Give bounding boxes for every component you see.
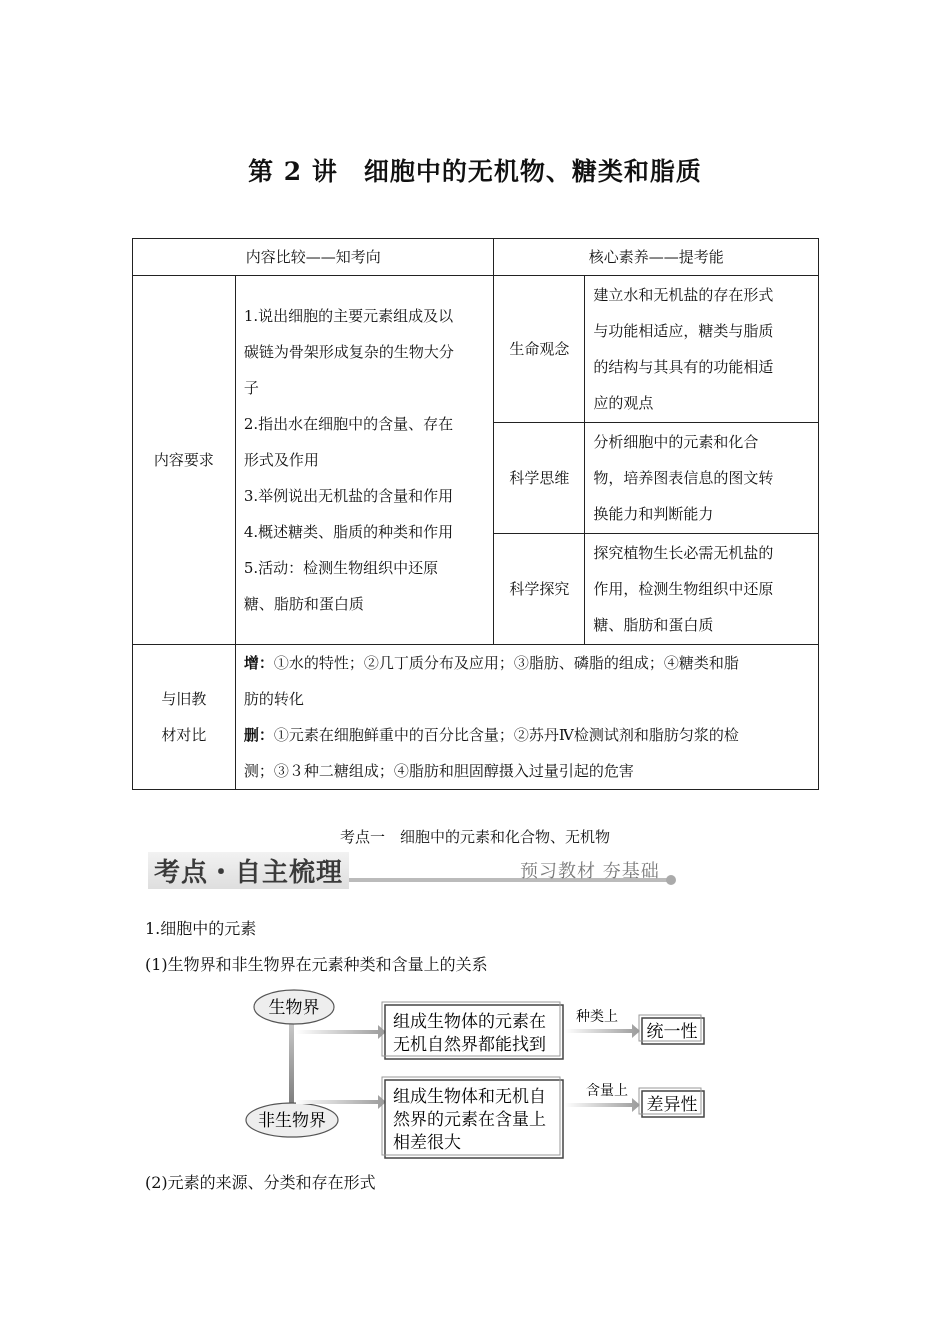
- box-bottom-line-2: 然界的元素在含量上: [393, 1110, 546, 1130]
- row-label-compare-line: 材对比: [161, 726, 207, 744]
- row-label-requirements: 内容要求: [133, 276, 236, 645]
- added-label: 增：: [243, 654, 274, 672]
- deleted-line-cont: 测；③３种二糖组成；④脂肪和胆固醇摄入过量引起的危害: [243, 762, 634, 780]
- box-top-line-1: 组成生物体的元素在: [393, 1012, 546, 1032]
- added-text: ①水的特性；②几丁质分布及应用；③脂肪、磷脂的组成；④糖类和脂: [273, 654, 739, 672]
- competency-line: 探究植物生长必需无机盐的: [593, 544, 774, 562]
- section-banner: [148, 850, 678, 890]
- heading-source-classification: (2)元素的来源、分类和存在形式: [145, 1173, 376, 1192]
- competency-desc-life-concept: [585, 276, 819, 423]
- heading-elements: 1.细胞中的元素: [145, 919, 257, 938]
- requirement-line: 2.指出水在细胞中的含量、存在: [243, 415, 454, 433]
- row-label-compare-line: 与旧教: [161, 690, 207, 708]
- arrow-to-unity: [565, 1024, 640, 1038]
- requirement-line: 1.说出细胞的主要元素组成及以: [243, 307, 454, 325]
- requirement-line: 碳链为骨架形成复杂的生物大分: [243, 343, 454, 361]
- added-line: [244, 645, 810, 681]
- header-content-compare: 内容比较——知考向: [133, 239, 494, 276]
- vertical-connector: [289, 1023, 294, 1111]
- competency-line: 的结构与其具有的功能相适: [593, 358, 774, 376]
- banner-sub-text: 预习教材 夯基础: [520, 861, 660, 882]
- requirements-cell: [235, 276, 494, 645]
- competency-line: 应的观点: [593, 394, 654, 412]
- deleted-text: ①元素在细胞鲜重中的百分比含量；②苏丹Ⅳ检测试剂和脂肪匀浆的检: [273, 726, 739, 744]
- competency-desc-scientific-thinking: [585, 423, 819, 534]
- competency-line: 作用，检测生物组织中还原: [593, 580, 774, 598]
- result-difference-label: 差异性: [646, 1095, 698, 1115]
- result-unity-label: 统一性: [646, 1022, 698, 1042]
- added-line-cont: 肪的转化: [243, 690, 304, 708]
- oval-living-world-label: 生物界: [268, 998, 320, 1018]
- arrow-bottom-label: 含量上: [586, 1083, 628, 1099]
- competency-name-scientific-inquiry: 科学探究: [494, 534, 585, 645]
- competency-line: 分析细胞中的元素和化合: [593, 433, 759, 451]
- competency-desc-scientific-inquiry: [585, 534, 819, 645]
- section-title: 考点一 细胞中的元素和化合物、无机物: [339, 828, 610, 846]
- row-label-compare: [133, 645, 236, 790]
- requirement-line: 子: [243, 379, 259, 397]
- requirement-line: 4.概述糖类、脂质的种类和作用: [243, 523, 454, 541]
- competency-line: 与功能相适应，糖类与脂质: [593, 322, 774, 340]
- deleted-line: [244, 717, 810, 753]
- arrow-top-label: 种类上: [576, 1009, 618, 1025]
- competency-line: 建立水和无机盐的存在形式: [593, 286, 774, 304]
- oval-nonliving-world-label: 非生物界: [258, 1111, 326, 1131]
- requirement-line: 糖、脂肪和蛋白质: [243, 595, 364, 613]
- box-bottom-line-1: 组成生物体和无机自: [393, 1087, 546, 1107]
- competency-name-life-concept: 生命观念: [494, 276, 585, 423]
- box-top-line-2: 无机自然界都能找到: [393, 1035, 546, 1055]
- requirement-line: 5.活动：检测生物组织中还原: [243, 559, 439, 577]
- banner-main-text: 考点・自主梳理: [148, 852, 349, 889]
- competency-line: 换能力和判断能力: [593, 505, 714, 523]
- banner-dot: [666, 875, 676, 885]
- arrow-to-difference: [565, 1098, 640, 1112]
- competency-line: 物，培养图表信息的图文转: [593, 469, 774, 487]
- competency-line: 糖、脂肪和蛋白质: [593, 616, 714, 634]
- heading-relationship: (1)生物界和非生物界在元素种类和含量上的关系: [145, 955, 488, 974]
- relationship-diagram: [240, 985, 720, 1163]
- box-bottom-line-3: 相差很大: [393, 1133, 461, 1153]
- compare-cell: [235, 645, 818, 790]
- header-core-literacy: 核心素养——提考能: [494, 239, 819, 276]
- requirement-line: 3.举例说出无机盐的含量和作用: [243, 487, 454, 505]
- page-title: 第 2 讲 细胞中的无机物、糖类和脂质: [248, 157, 702, 186]
- overview-table: [132, 238, 819, 790]
- deleted-label: 删：: [243, 726, 274, 744]
- arrow-to-top-box: [296, 1025, 386, 1039]
- competency-name-scientific-thinking: 科学思维: [494, 423, 585, 534]
- requirement-line: 形式及作用: [243, 451, 319, 469]
